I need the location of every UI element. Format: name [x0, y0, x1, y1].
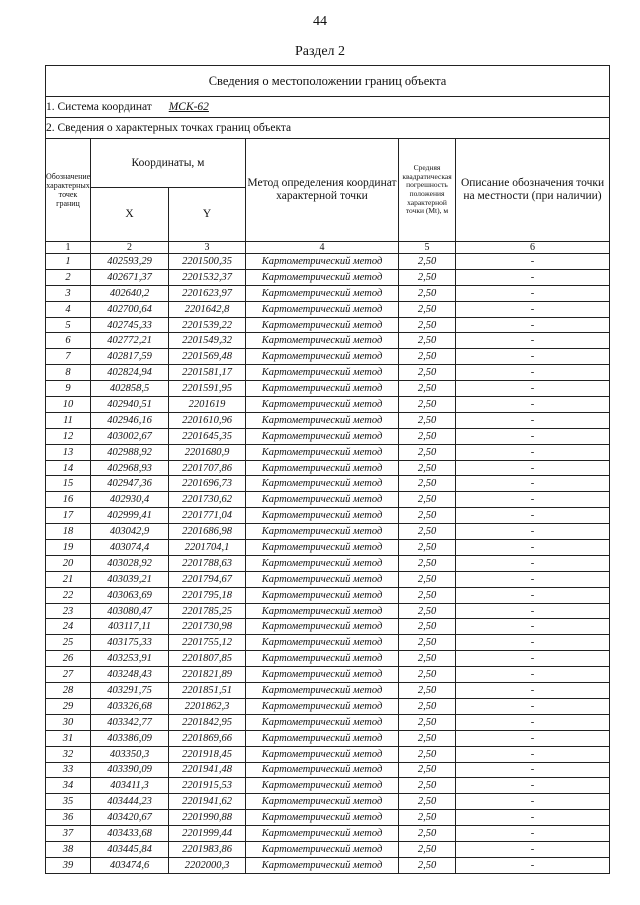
description-cell: - [456, 778, 610, 794]
method-cell: Картометрический метод [246, 285, 399, 301]
description-cell: - [456, 651, 610, 667]
y-coordinate-cell: 2201862,3 [169, 698, 246, 714]
x-coordinate-cell: 403386,09 [91, 730, 169, 746]
point-number-cell: 22 [46, 587, 91, 603]
table-row [46, 826, 610, 842]
accuracy-cell: 2,50 [399, 651, 456, 667]
method-cell: Картометрический метод [246, 381, 399, 397]
accuracy-cell: 2,50 [399, 381, 456, 397]
x-coordinate-cell: 402946,16 [91, 412, 169, 428]
x-coordinate-cell: 403433,68 [91, 826, 169, 842]
table-row [46, 365, 610, 381]
y-coordinate-cell: 2201755,12 [169, 635, 246, 651]
header-coordinates: Координаты, м [91, 139, 246, 188]
method-cell: Картометрический метод [246, 460, 399, 476]
accuracy-cell: 2,50 [399, 603, 456, 619]
y-coordinate-cell: 2201785,25 [169, 603, 246, 619]
column-number: 6 [456, 242, 610, 254]
point-number-cell: 34 [46, 778, 91, 794]
accuracy-cell: 2,50 [399, 492, 456, 508]
description-cell: - [456, 428, 610, 444]
point-number-cell: 32 [46, 746, 91, 762]
x-coordinate-cell: 402930,4 [91, 492, 169, 508]
table-row [46, 254, 610, 270]
y-coordinate-cell: 2201696,73 [169, 476, 246, 492]
y-coordinate-cell: 2201645,35 [169, 428, 246, 444]
y-coordinate-cell: 2201990,88 [169, 810, 246, 826]
table-row [46, 460, 610, 476]
description-cell: - [456, 301, 610, 317]
y-coordinate-cell: 2201851,51 [169, 683, 246, 699]
point-number-cell: 28 [46, 683, 91, 699]
x-coordinate-cell: 403248,43 [91, 667, 169, 683]
accuracy-cell: 2,50 [399, 412, 456, 428]
accuracy-cell: 2,50 [399, 826, 456, 842]
point-number-cell: 8 [46, 365, 91, 381]
column-number: 4 [246, 242, 399, 254]
y-coordinate-cell: 2201539,22 [169, 317, 246, 333]
y-coordinate-cell: 2201680,9 [169, 444, 246, 460]
y-coordinate-cell: 2201686,98 [169, 524, 246, 540]
y-coordinate-cell: 2201918,45 [169, 746, 246, 762]
method-cell: Картометрический метод [246, 841, 399, 857]
header-y: Y [169, 188, 246, 242]
x-coordinate-cell: 403445,84 [91, 841, 169, 857]
coordinate-system-label: 1. Система координат [46, 101, 152, 113]
description-cell: - [456, 444, 610, 460]
x-coordinate-cell: 402824,94 [91, 365, 169, 381]
accuracy-cell: 2,50 [399, 285, 456, 301]
description-cell: - [456, 540, 610, 556]
boundary-points-table [45, 65, 610, 874]
table-row [46, 635, 610, 651]
y-coordinate-cell: 2201983,86 [169, 841, 246, 857]
y-coordinate-cell: 2201795,18 [169, 587, 246, 603]
method-cell: Картометрический метод [246, 555, 399, 571]
x-coordinate-cell: 403390,09 [91, 762, 169, 778]
x-coordinate-cell: 403175,33 [91, 635, 169, 651]
y-coordinate-cell: 2201581,17 [169, 365, 246, 381]
y-coordinate-cell: 2201619 [169, 397, 246, 413]
accuracy-cell: 2,50 [399, 698, 456, 714]
method-cell: Картометрический метод [246, 397, 399, 413]
description-cell: - [456, 460, 610, 476]
point-number-cell: 11 [46, 412, 91, 428]
x-coordinate-cell: 402999,41 [91, 508, 169, 524]
table-row [46, 778, 610, 794]
y-coordinate-cell: 2201807,85 [169, 651, 246, 667]
accuracy-cell: 2,50 [399, 714, 456, 730]
table-row [46, 444, 610, 460]
accuracy-cell: 2,50 [399, 397, 456, 413]
accuracy-cell: 2,50 [399, 476, 456, 492]
table-row [46, 841, 610, 857]
point-number-cell: 36 [46, 810, 91, 826]
section-title: Раздел 2 [294, 44, 346, 59]
y-coordinate-cell: 2201642,8 [169, 301, 246, 317]
method-cell: Картометрический метод [246, 492, 399, 508]
point-number-cell: 10 [46, 397, 91, 413]
x-coordinate-cell: 403342,77 [91, 714, 169, 730]
point-number-cell: 15 [46, 476, 91, 492]
y-coordinate-cell: 2201730,98 [169, 619, 246, 635]
accuracy-cell: 2,50 [399, 555, 456, 571]
method-cell: Картометрический метод [246, 349, 399, 365]
point-number-cell: 30 [46, 714, 91, 730]
table-row [46, 269, 610, 285]
x-coordinate-cell: 403117,11 [91, 619, 169, 635]
table-row [46, 333, 610, 349]
method-cell: Картометрический метод [246, 444, 399, 460]
accuracy-cell: 2,50 [399, 301, 456, 317]
x-coordinate-cell: 402940,51 [91, 397, 169, 413]
header-method: Метод определения координат характерной точки [246, 139, 399, 242]
method-cell: Картометрический метод [246, 524, 399, 540]
x-coordinate-cell: 402745,33 [91, 317, 169, 333]
method-cell: Картометрический метод [246, 762, 399, 778]
accuracy-cell: 2,50 [399, 667, 456, 683]
accuracy-cell: 2,50 [399, 730, 456, 746]
y-coordinate-cell: 2201730,62 [169, 492, 246, 508]
table-row [46, 492, 610, 508]
accuracy-cell: 2,50 [399, 778, 456, 794]
point-number-cell: 17 [46, 508, 91, 524]
description-cell: - [456, 714, 610, 730]
x-coordinate-cell: 403420,67 [91, 810, 169, 826]
point-number-cell: 16 [46, 492, 91, 508]
table-row [46, 397, 610, 413]
accuracy-cell: 2,50 [399, 508, 456, 524]
accuracy-cell: 2,50 [399, 762, 456, 778]
header-x: X [91, 188, 169, 242]
description-cell: - [456, 285, 610, 301]
table-row [46, 381, 610, 397]
method-cell: Картометрический метод [246, 714, 399, 730]
accuracy-cell: 2,50 [399, 746, 456, 762]
description-cell: - [456, 317, 610, 333]
column-number: 2 [91, 242, 169, 254]
table-row [46, 683, 610, 699]
method-cell: Картометрический метод [246, 508, 399, 524]
table-row [46, 349, 610, 365]
description-cell: - [456, 683, 610, 699]
method-cell: Картометрический метод [246, 698, 399, 714]
point-number-cell: 29 [46, 698, 91, 714]
table-row [46, 571, 610, 587]
x-coordinate-cell: 402968,93 [91, 460, 169, 476]
x-coordinate-cell: 402640,2 [91, 285, 169, 301]
table-row [46, 730, 610, 746]
x-coordinate-cell: 403002,67 [91, 428, 169, 444]
point-number-cell: 23 [46, 603, 91, 619]
point-number-cell: 21 [46, 571, 91, 587]
description-cell: - [456, 746, 610, 762]
table-row [46, 285, 610, 301]
y-coordinate-cell: 2201941,62 [169, 794, 246, 810]
description-cell: - [456, 698, 610, 714]
accuracy-cell: 2,50 [399, 810, 456, 826]
table-row [46, 810, 610, 826]
method-cell: Картометрический метод [246, 571, 399, 587]
description-cell: - [456, 269, 610, 285]
description-cell: - [456, 841, 610, 857]
points-heading: 2. Сведения о характерных точках границ объекта [46, 118, 610, 139]
column-number: 3 [169, 242, 246, 254]
x-coordinate-cell: 403080,47 [91, 603, 169, 619]
point-number-cell: 9 [46, 381, 91, 397]
method-cell: Картометрический метод [246, 746, 399, 762]
description-cell: - [456, 524, 610, 540]
table-row [46, 555, 610, 571]
table-row [46, 540, 610, 556]
table-row [46, 619, 610, 635]
method-cell: Картометрический метод [246, 428, 399, 444]
table-row [46, 714, 610, 730]
accuracy-cell: 2,50 [399, 365, 456, 381]
accuracy-cell: 2,50 [399, 540, 456, 556]
description-cell: - [456, 603, 610, 619]
table-row [46, 857, 610, 873]
x-coordinate-cell: 403411,3 [91, 778, 169, 794]
table-row [46, 508, 610, 524]
y-coordinate-cell: 2201821,89 [169, 667, 246, 683]
x-coordinate-cell: 402817,59 [91, 349, 169, 365]
point-number-cell: 25 [46, 635, 91, 651]
point-number-cell: 4 [46, 301, 91, 317]
description-cell: - [456, 492, 610, 508]
x-coordinate-cell: 403042,9 [91, 524, 169, 540]
point-number-cell: 5 [46, 317, 91, 333]
x-coordinate-cell: 403028,92 [91, 555, 169, 571]
table-row [46, 524, 610, 540]
table-row [46, 301, 610, 317]
y-coordinate-cell: 2201869,66 [169, 730, 246, 746]
y-coordinate-cell: 2201704,1 [169, 540, 246, 556]
point-number-cell: 3 [46, 285, 91, 301]
point-number-cell: 1 [46, 254, 91, 270]
y-coordinate-cell: 2201999,44 [169, 826, 246, 842]
method-cell: Картометрический метод [246, 587, 399, 603]
accuracy-cell: 2,50 [399, 349, 456, 365]
method-cell: Картометрический метод [246, 730, 399, 746]
method-cell: Картометрический метод [246, 365, 399, 381]
method-cell: Картометрический метод [246, 476, 399, 492]
y-coordinate-cell: 2201500,35 [169, 254, 246, 270]
accuracy-cell: 2,50 [399, 857, 456, 873]
method-cell: Картометрический метод [246, 333, 399, 349]
method-cell: Картометрический метод [246, 794, 399, 810]
method-cell: Картометрический метод [246, 619, 399, 635]
x-coordinate-cell: 403444,23 [91, 794, 169, 810]
y-coordinate-cell: 2201591,95 [169, 381, 246, 397]
description-cell: - [456, 254, 610, 270]
point-number-cell: 2 [46, 269, 91, 285]
table-row [46, 794, 610, 810]
method-cell: Картометрический метод [246, 635, 399, 651]
point-number-cell: 20 [46, 555, 91, 571]
accuracy-cell: 2,50 [399, 794, 456, 810]
y-coordinate-cell: 2202000,3 [169, 857, 246, 873]
y-coordinate-cell: 2201549,32 [169, 333, 246, 349]
accuracy-cell: 2,50 [399, 619, 456, 635]
point-number-cell: 39 [46, 857, 91, 873]
table-title: Сведения о местоположении границ объекта [46, 66, 610, 97]
point-number-cell: 35 [46, 794, 91, 810]
description-cell: - [456, 667, 610, 683]
x-coordinate-cell: 403039,21 [91, 571, 169, 587]
header-designation: Обозначение характерных точек границ [46, 139, 91, 242]
y-coordinate-cell: 2201707,86 [169, 460, 246, 476]
description-cell: - [456, 333, 610, 349]
x-coordinate-cell: 402858,5 [91, 381, 169, 397]
point-number-cell: 33 [46, 762, 91, 778]
description-cell: - [456, 794, 610, 810]
method-cell: Картометрический метод [246, 412, 399, 428]
method-cell: Картометрический метод [246, 683, 399, 699]
accuracy-cell: 2,50 [399, 587, 456, 603]
x-coordinate-cell: 403350,3 [91, 746, 169, 762]
description-cell: - [456, 762, 610, 778]
method-cell: Картометрический метод [246, 826, 399, 842]
column-number: 1 [46, 242, 91, 254]
method-cell: Картометрический метод [246, 301, 399, 317]
accuracy-cell: 2,50 [399, 571, 456, 587]
x-coordinate-cell: 403474,6 [91, 857, 169, 873]
method-cell: Картометрический метод [246, 857, 399, 873]
method-cell: Картометрический метод [246, 540, 399, 556]
description-cell: - [456, 635, 610, 651]
description-cell: - [456, 810, 610, 826]
point-number-cell: 27 [46, 667, 91, 683]
accuracy-cell: 2,50 [399, 428, 456, 444]
x-coordinate-cell: 402772,21 [91, 333, 169, 349]
point-number-cell: 14 [46, 460, 91, 476]
y-coordinate-cell: 2201532,37 [169, 269, 246, 285]
column-number-row [46, 242, 610, 254]
description-cell: - [456, 555, 610, 571]
description-cell: - [456, 619, 610, 635]
x-coordinate-cell: 402988,92 [91, 444, 169, 460]
x-coordinate-cell: 403063,69 [91, 587, 169, 603]
description-cell: - [456, 826, 610, 842]
accuracy-cell: 2,50 [399, 444, 456, 460]
y-coordinate-cell: 2201915,53 [169, 778, 246, 794]
y-coordinate-cell: 2201941,48 [169, 762, 246, 778]
accuracy-cell: 2,50 [399, 254, 456, 270]
point-number-cell: 13 [46, 444, 91, 460]
header-description: Описание обозначения точки на местности (при наличии) [456, 139, 610, 242]
accuracy-cell: 2,50 [399, 317, 456, 333]
coordinate-system-row [46, 97, 610, 118]
description-cell: - [456, 365, 610, 381]
method-cell: Картометрический метод [246, 651, 399, 667]
method-cell: Картометрический метод [246, 317, 399, 333]
method-cell: Картометрический метод [246, 254, 399, 270]
point-number-cell: 37 [46, 826, 91, 842]
y-coordinate-cell: 2201842,95 [169, 714, 246, 730]
page-number: 44 [313, 14, 327, 29]
accuracy-cell: 2,50 [399, 683, 456, 699]
table-row [46, 428, 610, 444]
x-coordinate-cell: 402593,29 [91, 254, 169, 270]
y-coordinate-cell: 2201771,04 [169, 508, 246, 524]
point-number-cell: 7 [46, 349, 91, 365]
y-coordinate-cell: 2201788,63 [169, 555, 246, 571]
y-coordinate-cell: 2201610,96 [169, 412, 246, 428]
description-cell: - [456, 412, 610, 428]
method-cell: Картометрический метод [246, 810, 399, 826]
method-cell: Картометрический метод [246, 778, 399, 794]
x-coordinate-cell: 403326,68 [91, 698, 169, 714]
table-row [46, 412, 610, 428]
point-number-cell: 26 [46, 651, 91, 667]
x-coordinate-cell: 403253,91 [91, 651, 169, 667]
accuracy-cell: 2,50 [399, 635, 456, 651]
method-cell: Картометрический метод [246, 667, 399, 683]
description-cell: - [456, 381, 610, 397]
y-coordinate-cell: 2201794,67 [169, 571, 246, 587]
x-coordinate-cell: 402700,64 [91, 301, 169, 317]
table-row [46, 746, 610, 762]
accuracy-cell: 2,50 [399, 460, 456, 476]
point-number-cell: 19 [46, 540, 91, 556]
accuracy-cell: 2,50 [399, 333, 456, 349]
point-number-cell: 38 [46, 841, 91, 857]
point-number-cell: 24 [46, 619, 91, 635]
description-cell: - [456, 587, 610, 603]
method-cell: Картометрический метод [246, 603, 399, 619]
header-accuracy: Средняя квадратическая погрешность положения характерной точки (Мt), м [399, 139, 456, 242]
table-row [46, 698, 610, 714]
table-row [46, 476, 610, 492]
coordinate-system-value: МСК-62 [168, 101, 209, 113]
description-cell: - [456, 571, 610, 587]
y-coordinate-cell: 2201623,97 [169, 285, 246, 301]
description-cell: - [456, 857, 610, 873]
column-number: 5 [399, 242, 456, 254]
table-row [46, 762, 610, 778]
accuracy-cell: 2,50 [399, 841, 456, 857]
description-cell: - [456, 476, 610, 492]
x-coordinate-cell: 403074,4 [91, 540, 169, 556]
table-row [46, 587, 610, 603]
description-cell: - [456, 349, 610, 365]
table-row [46, 667, 610, 683]
description-cell: - [456, 397, 610, 413]
description-cell: - [456, 508, 610, 524]
table-row [46, 651, 610, 667]
point-number-cell: 31 [46, 730, 91, 746]
point-number-cell: 12 [46, 428, 91, 444]
point-number-cell: 6 [46, 333, 91, 349]
accuracy-cell: 2,50 [399, 524, 456, 540]
y-coordinate-cell: 2201569,48 [169, 349, 246, 365]
point-number-cell: 18 [46, 524, 91, 540]
table-row [46, 603, 610, 619]
accuracy-cell: 2,50 [399, 269, 456, 285]
method-cell: Картометрический метод [246, 269, 399, 285]
x-coordinate-cell: 402947,36 [91, 476, 169, 492]
x-coordinate-cell: 403291,75 [91, 683, 169, 699]
x-coordinate-cell: 402671,37 [91, 269, 169, 285]
description-cell: - [456, 730, 610, 746]
table-row [46, 317, 610, 333]
